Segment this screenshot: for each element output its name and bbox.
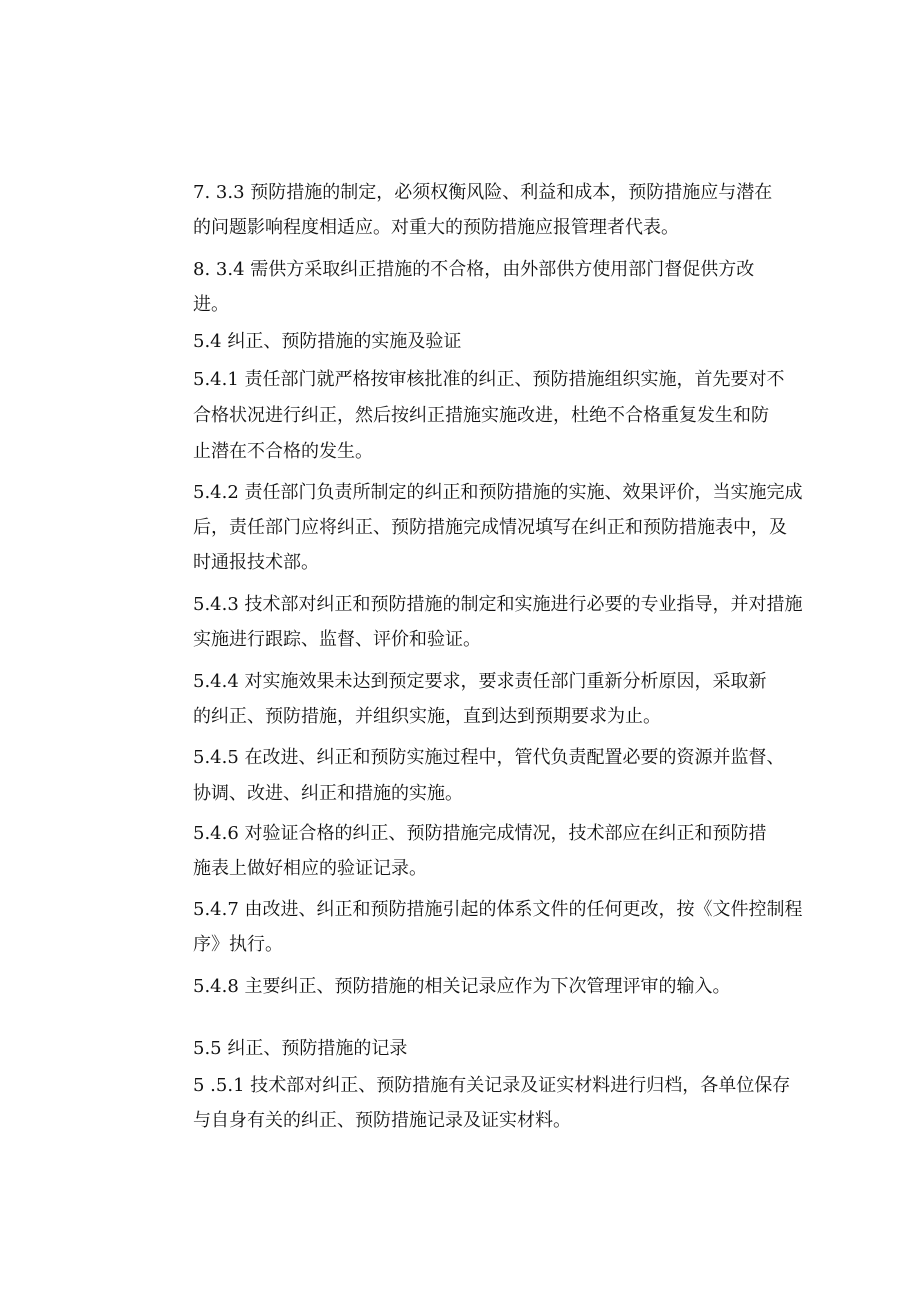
text-line: 时通报技术部。 <box>193 552 319 573</box>
text-line: 7. 3.3 预防措施的制定，必须权衡风险、利益和成本，预防措施应与潜在 <box>193 182 773 203</box>
text-line: 的纠正、预防措施，并组织实施，直到达到预期要求为止。 <box>193 706 661 727</box>
text-line: 8. 3.4 需供方采取纠正措施的不合格，由外部供方使用部门督促供方改 <box>193 259 755 280</box>
text-line: 协调、改进、纠正和措施的实施。 <box>193 783 463 804</box>
text-line: 施表上做好相应的验证记录。 <box>193 858 427 879</box>
text-line: 5.4.5 在改进、纠正和预防实施过程中，管代负责配置必要的资源并监督、 <box>193 747 785 768</box>
text-line: 5.4.6 对验证合格的纠正、预防措施完成情况，技术部应在纠正和预防措 <box>193 823 767 844</box>
text-line: 5.4.4 对实施效果未达到预定要求，要求责任部门重新分析原因，采取新 <box>193 671 767 692</box>
text-line: 进。 <box>193 294 229 315</box>
section-heading: 5.5 纠正、预防措施的记录 <box>193 1038 408 1059</box>
text-line: 5.4.8 主要纠正、预防措施的相关记录应作为下次管理评审的输入。 <box>193 976 731 997</box>
text-line: 序》执行。 <box>193 934 283 955</box>
text-line: 5 .5.1 技术部对纠正、预防措施有关记录及证实材料进行归档，各单位保存 <box>193 1075 791 1096</box>
text-line: 后，责任部门应将纠正、预防措施完成情况填写在纠正和预防措施表中，及 <box>193 517 787 538</box>
section-heading: 5.4 纠正、预防措施的实施及验证 <box>193 331 462 352</box>
text-line: 的问题影响程度相适应。对重大的预防措施应报管理者代表。 <box>193 217 679 238</box>
text-line: 5.4.3 技术部对纠正和预防措施的制定和实施进行必要的专业指导，并对措施 <box>193 594 803 615</box>
text-line: 与自身有关的纠正、预防措施记录及证实材料。 <box>193 1110 571 1131</box>
text-line: 5.4.7 由改进、纠正和预防措施引起的体系文件的任何更改，按《文件控制程 <box>193 899 803 920</box>
text-line: 实施进行跟踪、监督、评价和验证。 <box>193 629 481 650</box>
text-line: 止潜在不合格的发生。 <box>193 441 373 462</box>
text-line: 合格状况进行纠正，然后按纠正措施实施改进，杜绝不合格重复发生和防 <box>193 405 769 426</box>
text-line: 5.4.2 责任部门负责所制定的纠正和预防措施的实施、效果评价，当实施完成 <box>193 482 803 503</box>
text-line: 5.4.1 责任部门就严格按审核批准的纠正、预防措施组织实施，首先要对不 <box>193 369 785 390</box>
